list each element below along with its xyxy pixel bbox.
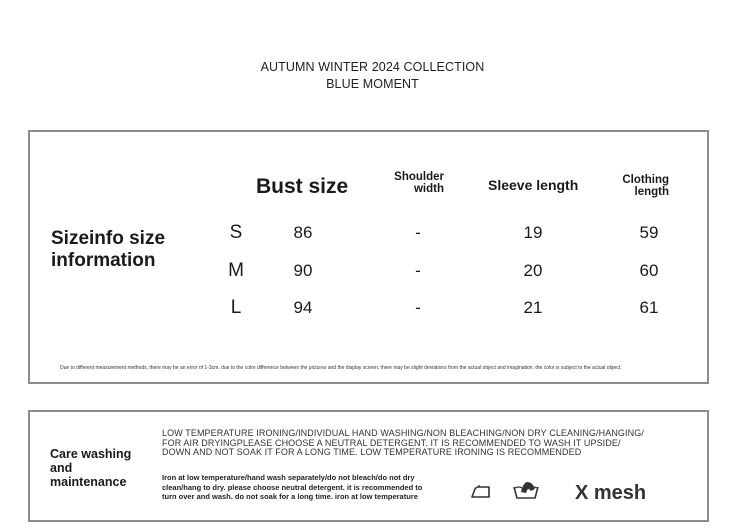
length-value-l: 61 (639, 298, 659, 317)
care-title-line3: maintenance (50, 475, 127, 489)
column-header-clothing-line2: length (634, 186, 669, 198)
care-small-line3: turn over and wash. do not soak for a long time. iron at low temperature (162, 492, 418, 501)
column-header-shoulder-line2: width (413, 183, 444, 195)
shoulder-value-l: - (415, 298, 421, 317)
column-header-bust: Bust size (256, 175, 349, 198)
care-instructions-caps (162, 429, 644, 458)
size-info-title-line2: information (51, 250, 156, 271)
size-info-title-line1: Sizeinfo size (51, 228, 166, 249)
bust-value-l: 94 (293, 298, 313, 317)
size-label-m: M (228, 260, 244, 281)
column-header-sleeve: Sleeve length (488, 177, 579, 193)
bust-value-s: 86 (293, 223, 313, 242)
length-value-s: 59 (639, 223, 659, 242)
collection-subtitle: BLUE MOMENT (326, 77, 419, 91)
measurement-disclaimer: Due to different measurement methods, there may be an error of 1-3cm. due to the color difference between the pictures and the display screen, there may be slight deviations from the actual object and imagination. the color is subject to the actual object. (60, 365, 622, 371)
sleeve-value-s: 19 (523, 223, 543, 242)
bust-value-m: 90 (293, 261, 313, 280)
care-panel (28, 410, 709, 522)
shoulder-value-m: - (415, 261, 421, 280)
size-label-s: S (229, 222, 243, 243)
care-caps-line2: FOR AIR DRYINGPLEASE CHOOSE A NEUTRAL DETERGENT. IT IS RECOMMENDED TO WASH IT UPSIDE/ (162, 437, 621, 448)
size-info-title (51, 228, 165, 272)
care-caps-line3: DOWN AND NOT SOAK IT FOR A LONG TIME. LOW TEMPERATURE IRONING IS RECOMMENDED (162, 447, 582, 457)
column-header-clothing-line1: Clothing (622, 174, 669, 186)
care-small-line1: Iron at low temperature/hand wash separately/do not bleach/do not dry (162, 473, 415, 482)
shoulder-value-s: - (415, 223, 421, 242)
size-label-l: L (230, 297, 242, 318)
care-title-line1: Care washing (50, 447, 132, 461)
collection-title: AUTUMN WINTER 2024 COLLECTION (260, 60, 485, 74)
hand-wash-icon (511, 478, 541, 502)
column-header-clothing (615, 174, 669, 198)
sleeve-value-m: 20 (523, 261, 543, 280)
collection-header (0, 59, 745, 93)
care-title-line2: and (50, 461, 73, 475)
material-label: X mesh (575, 482, 647, 504)
sleeve-value-l: 21 (523, 298, 543, 317)
care-title (50, 447, 131, 489)
care-instructions-small (162, 473, 422, 502)
length-value-m: 60 (639, 261, 659, 280)
care-small-line2: clean/hang to dry. please choose neutral detergent. it is recommended to (162, 482, 423, 492)
care-caps-line1: LOW TEMPERATURE IRONING/INDIVIDUAL HAND WASHING/NON BLEACHING/NON DRY CLEANING/HANGING/ (162, 428, 644, 438)
iron-icon (470, 484, 492, 500)
column-header-shoulder-line1: Shoulder (394, 171, 444, 183)
column-header-shoulder (380, 171, 444, 195)
size-info-panel (28, 130, 709, 384)
